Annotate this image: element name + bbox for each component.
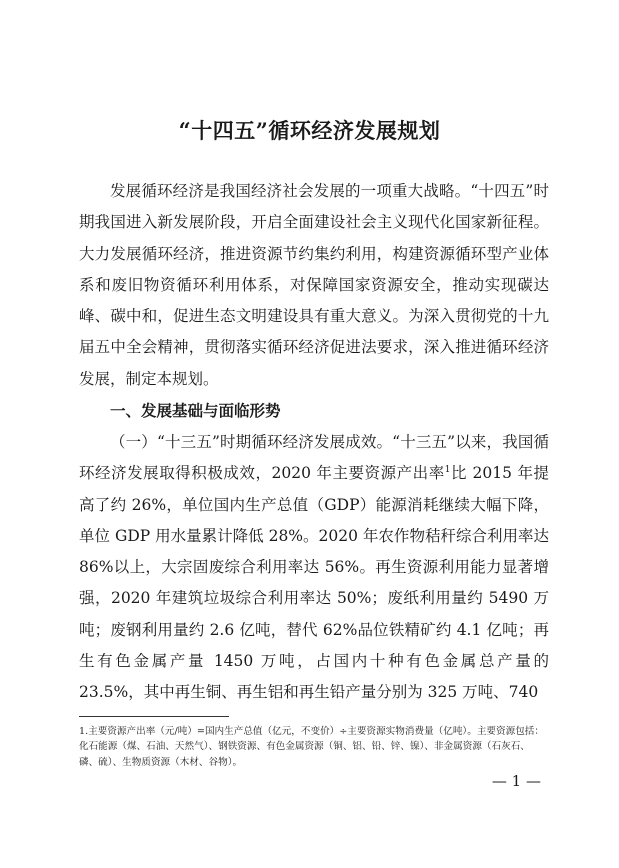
page-number: — 1 — <box>491 772 541 790</box>
body-paragraph <box>79 427 549 709</box>
paragraph-text: （一）“十三五”时期循环经济发展成效。“十三五”以来，我国循环经济发展取得积极成效，2020 年主要资源产出率 <box>79 433 549 483</box>
footnote-divider <box>79 716 229 717</box>
footnote-marker: 1 <box>444 465 451 476</box>
document-title: “十四五”循环经济发展规划 <box>178 118 441 143</box>
intro-paragraph: 发展循环经济是我国经济社会发展的一项重大战略。“十四五”时期我国进入新发展阶段，开启全面建设社会主义现代化国家新征程。大力发展循环经济，推进资源节约集约利用，构建资源循环型产业体系和废旧物资循环利用体系，对保障国家资源安全，推动实现碳达峰、碳中和，促进生态文明建设具有重大意义。为深入贯彻党的十九届五中全会精神，贯彻落实循环经济促进法要求，深入推进循环经济发展，制定本规划。 <box>79 182 549 388</box>
footnote: 1.主要资源产出率（元/吨）=国内生产总值（亿元，不变价）÷主要资源实物消费量（亿吨）。主要资源包括：化石能源（煤、石油、天然气）、钢铁资源、有色金属资源（铜、铝、铅、锌、镍）、非金属资源（石灰石、磷、硫）、生物质资源（木材、谷物）。 <box>79 726 544 768</box>
paragraph-text: 比 2015 年提高了约 26%，单位国内生产总值（GDP）能源消耗继续大幅下降，单位 GDP 用水量累计降低 28%。2020 年农作物秸秆综合利用率达 86%以上，大宗固废综合利用率达 56%。再生资源利用能力显著增强，2020 年建筑垃圾综合利用率达 50%；废纸利用量约 5490 万吨；废钢利用量约 2.6 亿吨，替代 62%品位铁精矿约 4.1 亿吨；再生有色金属产量 1450 万吨，占国内十种有色金属总产量的 23.5%，其中再生铜、再生铝和再生铅产量分别为 325 万吨、740 <box>79 464 549 702</box>
section-heading: 一、发展基础与面临形势 <box>110 402 281 420</box>
